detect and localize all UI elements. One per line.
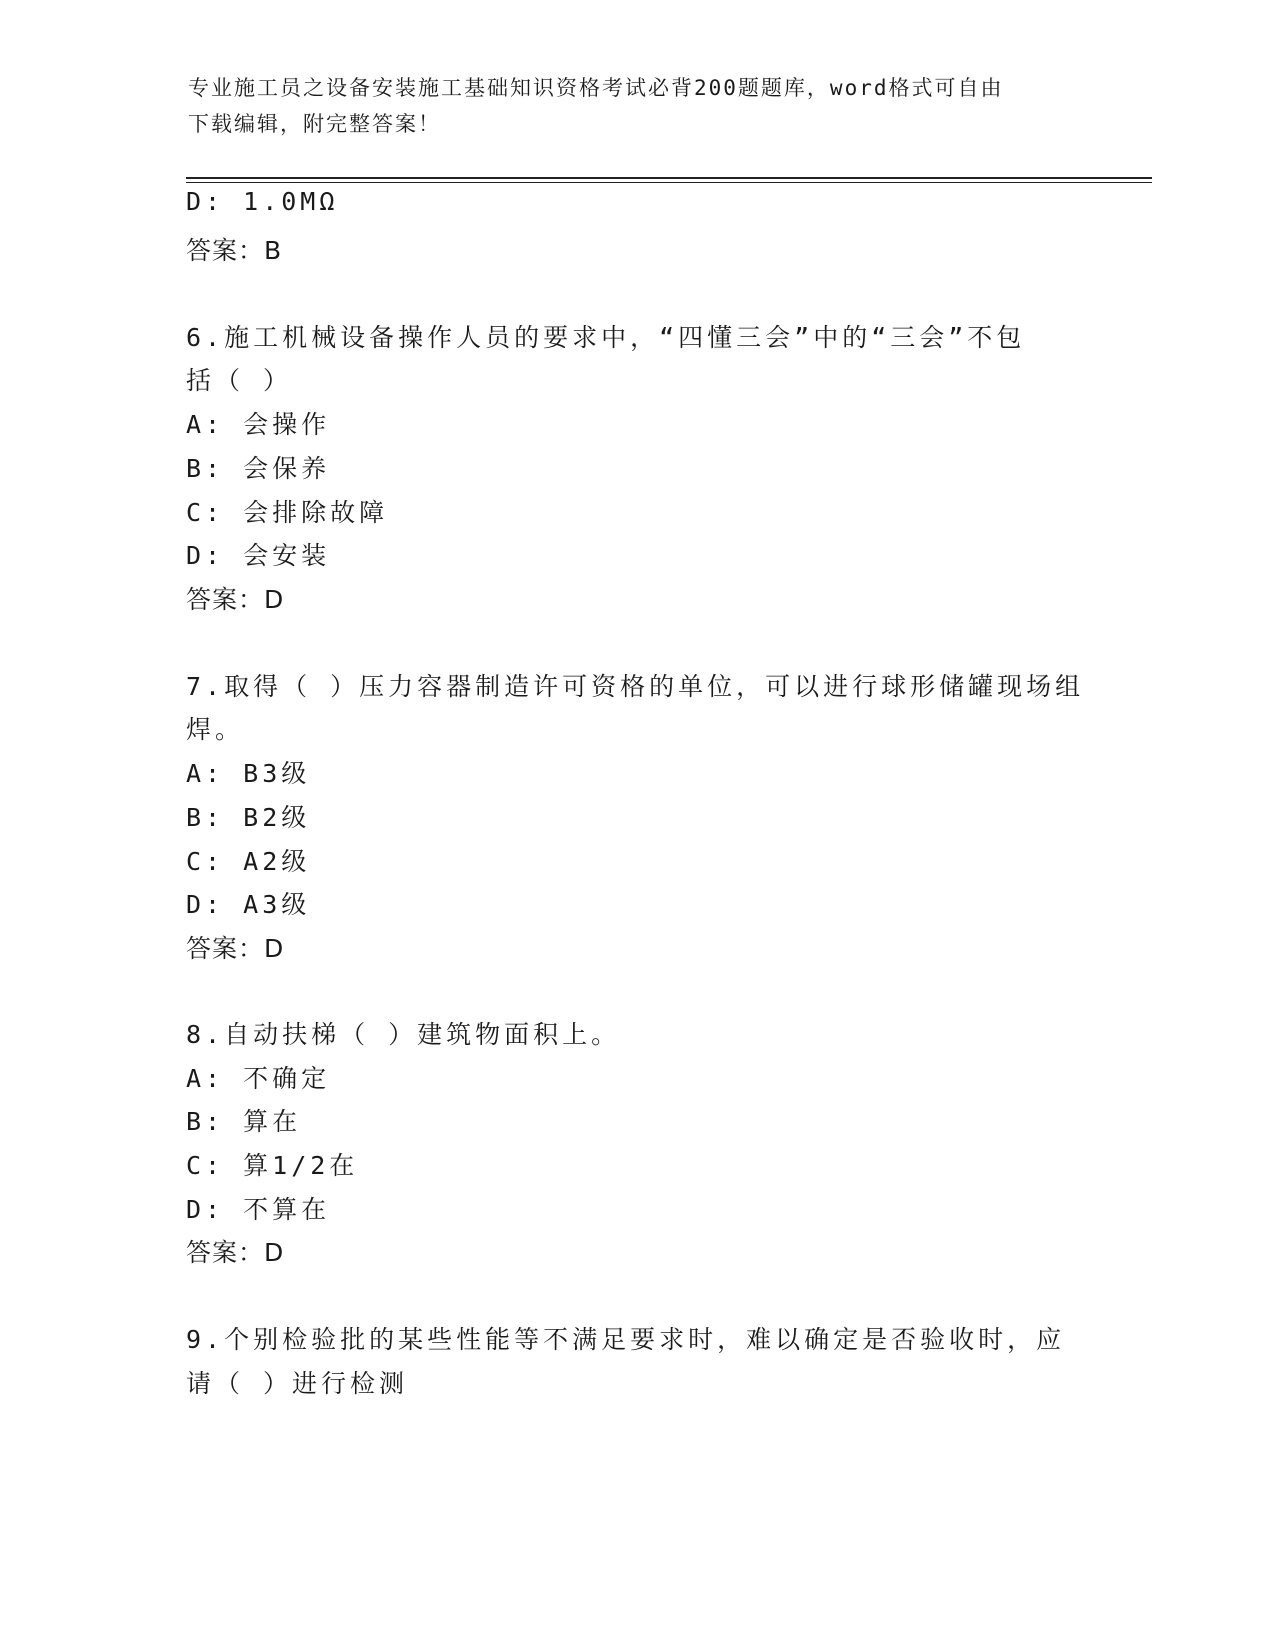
q8-option-b: B: 算在 bbox=[186, 1107, 302, 1136]
q8-stem-line-1: 8.自动扶梯（ ）建筑物面积上。 bbox=[186, 1020, 621, 1049]
q7-option-c: C: A2级 bbox=[186, 847, 311, 876]
q8-option-c: C: 算1/2在 bbox=[186, 1151, 359, 1180]
q6-option-c: C: 会排除故障 bbox=[186, 498, 389, 527]
q6-stem-line-2: 括（ ） bbox=[186, 366, 293, 395]
q7-option-d: D: A3级 bbox=[186, 890, 311, 919]
q6-answer: 答案：D bbox=[186, 585, 285, 614]
q8-option-a: A: 不确定 bbox=[186, 1064, 331, 1093]
q7-option-b: B: B2级 bbox=[186, 803, 311, 832]
header-divider-thin bbox=[186, 182, 1152, 183]
q8-answer: 答案：D bbox=[186, 1238, 285, 1267]
header-divider-thick bbox=[186, 177, 1152, 179]
header-line-1: 专业施工员之设备安装施工基础知识资格考试必背200题题库，word格式可自由 bbox=[188, 76, 1004, 100]
q6-option-b: B: 会保养 bbox=[186, 454, 331, 483]
q5-answer: 答案：B bbox=[186, 236, 283, 265]
q7-stem-line-1: 7.取得（ ）压力容器制造许可资格的单位，可以进行球形储罐现场组 bbox=[186, 672, 1085, 701]
q6-option-d: D: 会安装 bbox=[186, 541, 331, 570]
q7-answer: 答案：D bbox=[186, 934, 285, 963]
q7-stem-line-2: 焊。 bbox=[186, 715, 245, 744]
q9-stem-line-2: 请（ ）进行检测 bbox=[186, 1369, 409, 1398]
document-header bbox=[188, 70, 1068, 142]
q9-stem-line-1: 9.个别检验批的某些性能等不满足要求时，难以确定是否验收时，应 bbox=[186, 1325, 1066, 1354]
q7-option-a: A: B3级 bbox=[186, 759, 311, 788]
q6-stem-line-1: 6.施工机械设备操作人员的要求中，“四懂三会”中的“三会”不包 bbox=[186, 323, 1026, 352]
q8-option-d: D: 不算在 bbox=[186, 1195, 331, 1224]
q5-option-d: D: 1.0MΩ bbox=[186, 187, 339, 216]
header-line-2: 下载编辑，附完整答案！ bbox=[188, 112, 441, 136]
q6-option-a: A: 会操作 bbox=[186, 410, 331, 439]
